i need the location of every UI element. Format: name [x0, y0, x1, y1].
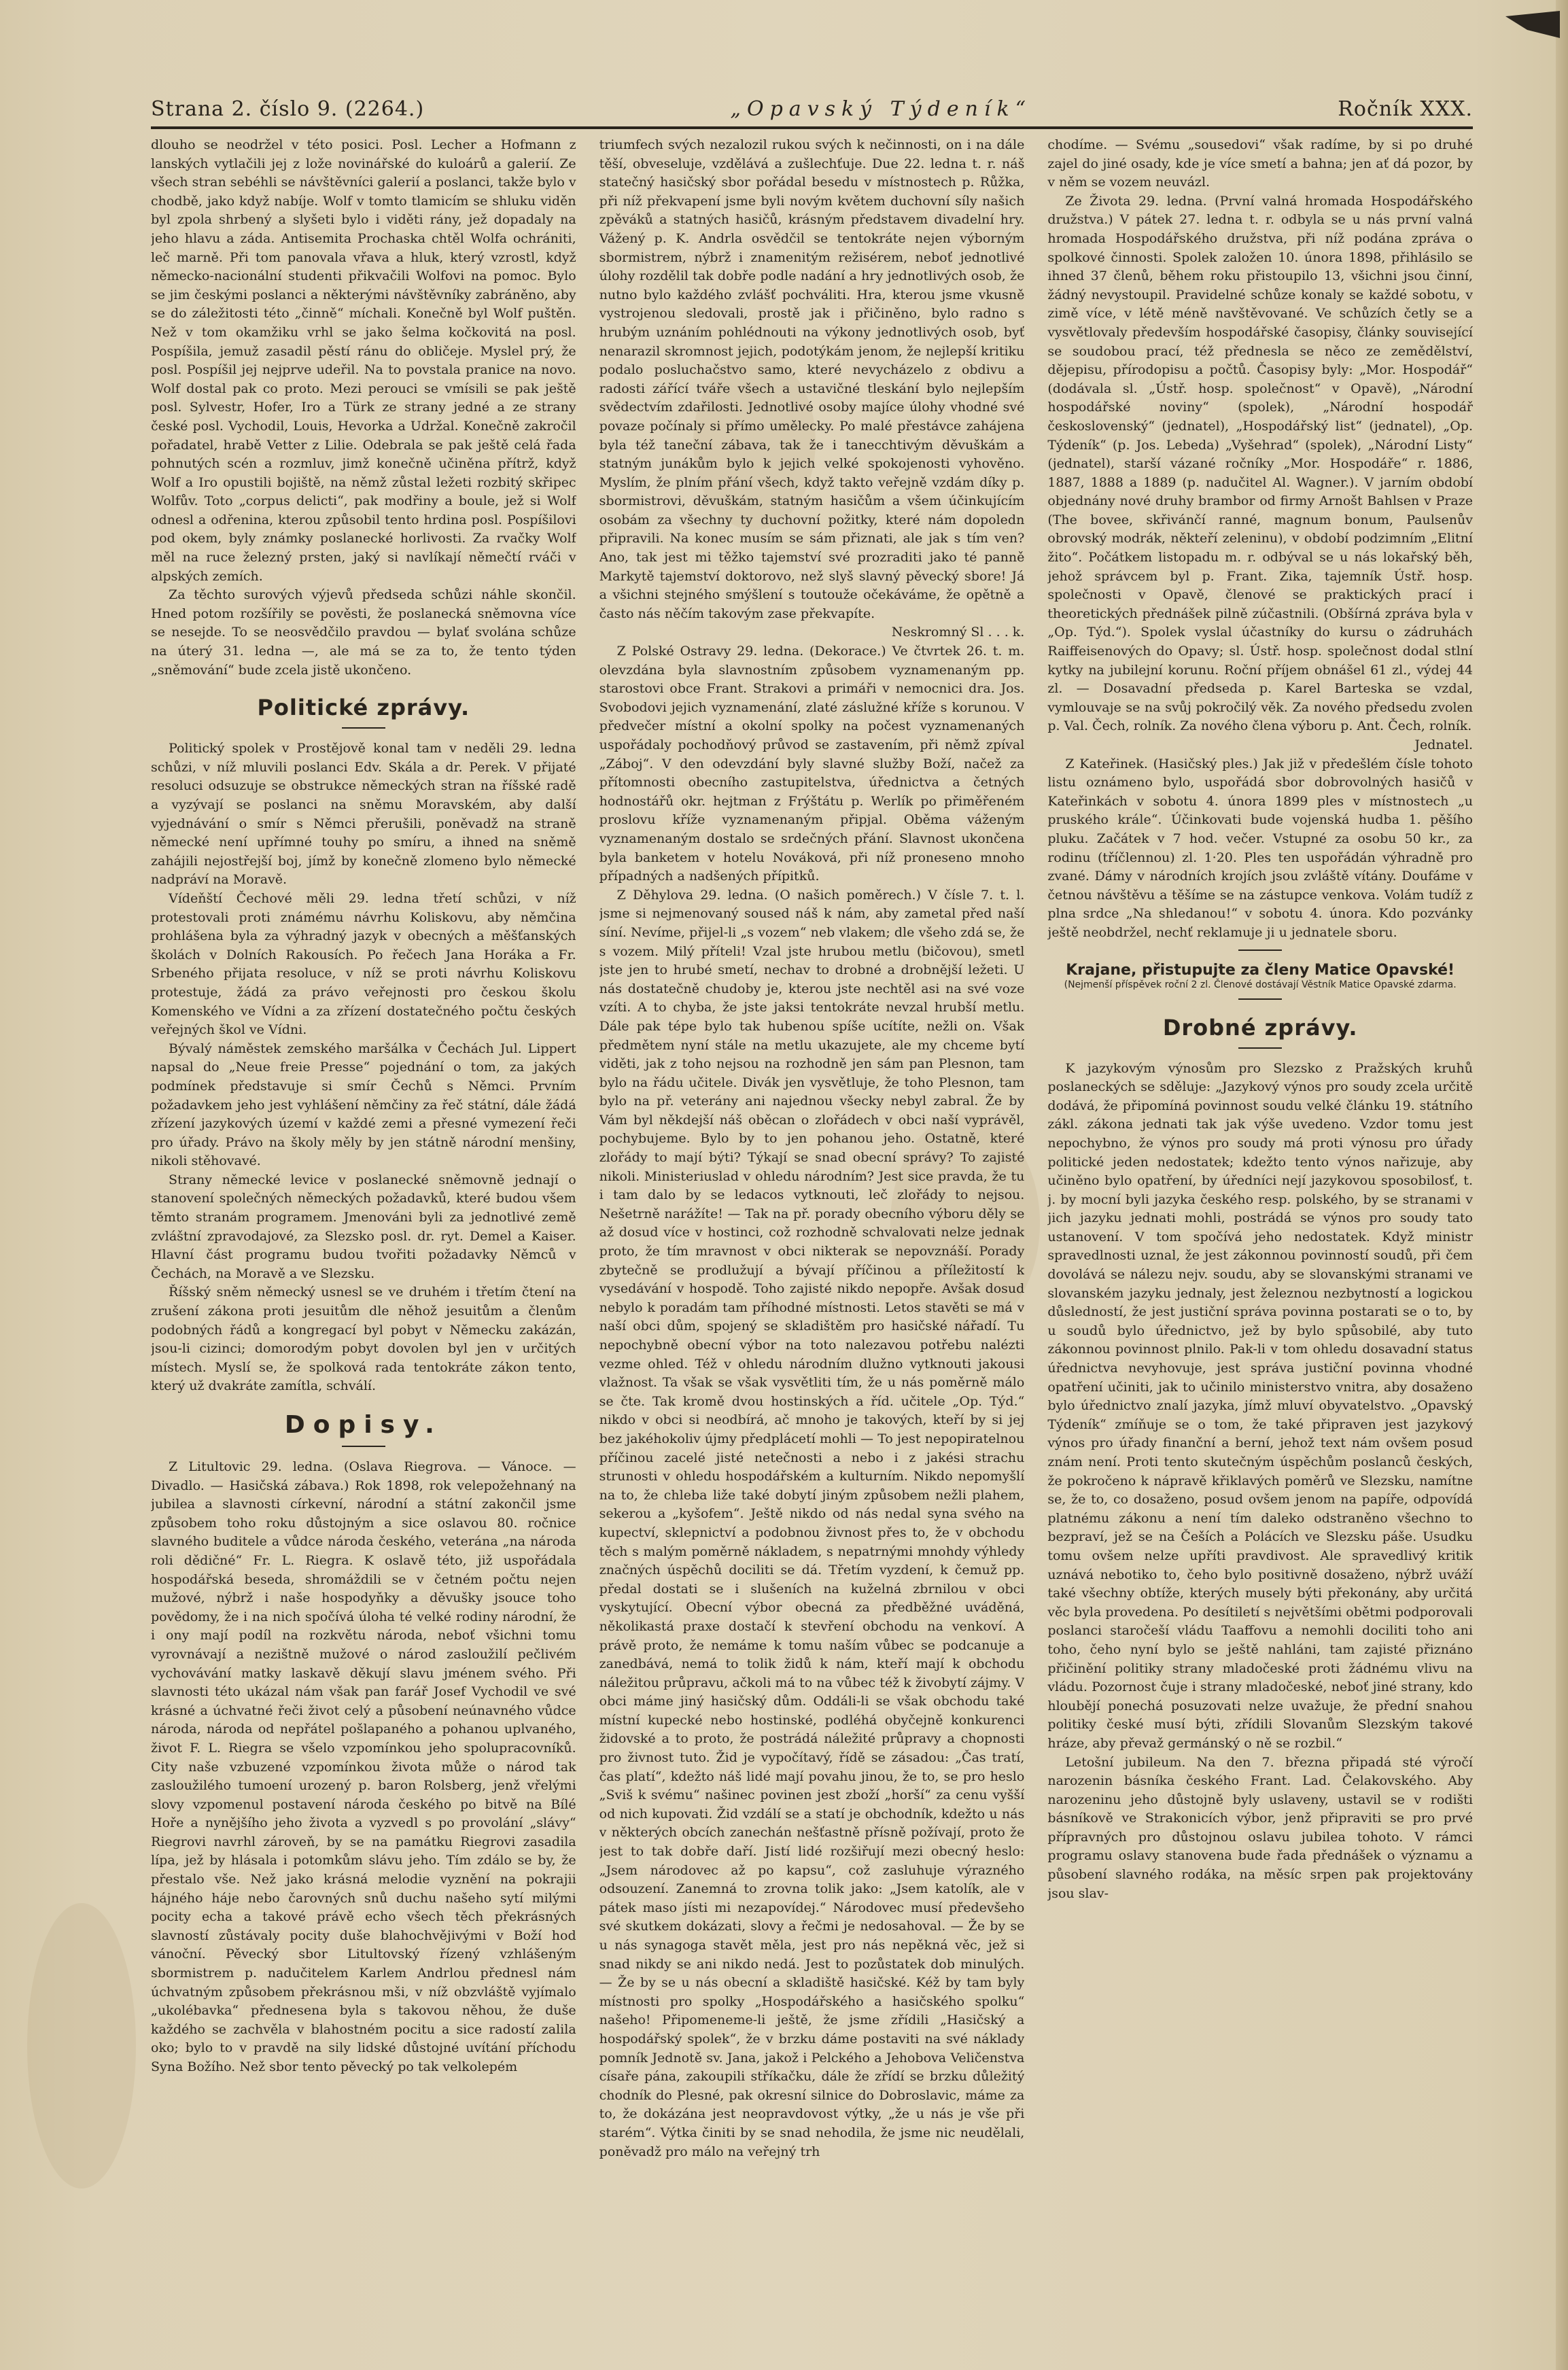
article-signature: Neskromný Sl . . . k.: [891, 625, 1025, 640]
section-heading-dopisy: Dopisy.: [284, 1411, 442, 1439]
article-paragraph: Z Kateřinek. (Hasičský ples.) Jak již v předešlém čísle tohoto listu oznámeno bylo, uspořádá sbor dobrovolných hasičů v Kateřinkách v sobotu 4. února 1899 ples v místnostech „u pruského krále“. Účinkovati bude vojenská hudba 1. pěšího pluku. Začátek v 7 hod. večer. Vstupné za osobu 50 kr., za rodinu (tříčlennou) zl. 1·20. Ples ten uspořádán výhradně pro zvané. Dámy v národních krojích jsou zvláště vítány. Doufáme v četnou návštěvu a těšíme se na zástupce venkova. Volám tudíž z plna srdce „Na shledanou!“ v sobotu 4. února. Kdo pozvánky ještě neobdržel, nechť reklamuje ji u jednatele sboru.: [1047, 756, 1473, 940]
article-paragraph: Z Litultovic 29. ledna. (Oslava Riegrova. — Vánoce. — Divadlo. — Hasičská zábava.) Rok 1898, rok velepožehnaný na jubilea a slavnosti církevní, národní a státní zakončil jsme způsobem toho roku důstojným a sice oslavou 80. ročnice slavného buditele a vůdce národa českého, veterána „na národa roli dědičné“ Fr. L. Riegra. K oslavě této, již uspořádala hospodářská beseda, shromáždili se v četném počtu nejen mužové, nýbrž i naše hospodyňky a děvušky jsouce toho povědomy, že i na nich spočívá úloha té velké rodiny národní, že i ony mají podíl na rozkvětu národa, neboť všichni tomu vyrovnávají a nezištně mužové o národ zasloužilí pečlivém vychovávání matky laskavě děkují slavu jménem svého. Při slavnosti této ukázal nám však pan farář Josef Vychodil ve své krásné a úchvatné řeči život celý a působení neúnavného vůdce národa, národa od nepřátel pošlapaného a pohanou uplvaného, život F. L. Riegra se všelo vzpomínkou jeho spolupracovníků. City naše vzbuzené vzpomínkou života může o národ tak zasloužilého tumoení urozený p. baron Rolsberg, jenž vřelými slovy vzpomenul postavení národa českého po bitvě na Bílé Hoře a nynějšího jeho života a vyzvedl s po provolání „slávy“ Riegrovi navrhl zároveň, by se na památku Riegrovi zasadila lípa, jež by hlásala i potomkům slávu jeho. Tím zdálo se by, že přestalo vše. Než jako krásná melodie vyznění na pokrajii hájného háje nebo čarovných snů duchu našeho sytí milými pocity echa a takové právě echo všech těch překrásných slavností zůstávaly pocity duše blahochvějivými v Boží hod vánoční. Pěvecký sbor Litultovský řízený vzhlášeným sbormistrem p. nadučitelem Karlem Andrlou přednesl nám úchvatným způsobem překrásnou mši, v níž obzvláště vyjímalo „ukolébavka“ přednesena byla s takovou něhou, že duše každého se zachvěla v blahostném pocitu a sice radostí zalila oko; bylo to v pravdě na sily lidské důstojné uvítání příchodu Syna Božího. Než sbor tento pěvecký po tak velkolepém: [151, 1459, 576, 2074]
article-paragraph: Strany německé levice v poslanecké sněmovně jednají o stanovení společných německých požadavků, které budou všem těmto stranám programem. Jmenováni byli za jednotlivé země zvláštní zpravodajové, za Slezsko posl. dr. ryt. Demel a Kaiser. Hlavní část programu budou tvořiti požadavky Němců v Čechách, na Moravě a ve Slezsku.: [151, 1172, 576, 1281]
section-rule: [342, 727, 385, 729]
article-paragraph: Bývalý náměstek zemského maršálka v Čechách Jul. Lippert napsal do „Neue freie Presse“ pojednání o tom, za jakých podmínek představuje si smír Čechů s Němci. Prvním požadavkem jeho jest vyhlášení němčiny za řeč státní, dále žádá zřízení jazykových území v každé zemi a přesné vymezení řeči pro úřady. Právo na školy měly by jen státně národní menšiny, nikoli stěhovavé.: [151, 1041, 576, 1169]
column-2: [599, 136, 1025, 2337]
matice-notice: [1047, 962, 1473, 992]
article-paragraph: Říšský sněm německý usnesl se ve druhém i třetím čtení na zrušení zákona proti jesuitům dle něhož jesuitům a členům podobných řádů a kongregací byl pobyt v Německu zakázán, jsou-li cizinci; domorodým pobyt dovolen byl jen v určitých místech. Myslí se, že spolková rada tentokráte zákon tento, který už dvakráte zamítla, schválí.: [151, 1285, 576, 1394]
section-rule: [1238, 998, 1282, 1000]
section-rule: [1238, 1047, 1282, 1049]
article-paragraph: Za těchto surových výjevů předseda schůzi náhle skončil. Hned potom rozšířily se pověsti, že poslanecká sněmovna více se nesejde. To se neosvědčilo pravdou — bylať svolána schůze na úterý 31. ledna —, ale má se za to, že tento týden „sněmování“ bude zcela jistě ukončeno.: [151, 587, 576, 678]
header-page-number: Strana 2. číslo 9. (2264.): [151, 97, 425, 121]
page-edge: [1556, 0, 1568, 2370]
paper-stain: [27, 1903, 136, 2189]
section-heading-drobne-zpravy: Drobné zprávy.: [1162, 1014, 1358, 1041]
article-paragraph: Z Děhylova 29. ledna. (O našich poměrech.) V čísle 7. t. l. jsme si nejmenovaný soused náš k nám, aby zametal před naší síní. Nevíme, přijel-li „s vozem“ neb vlakem; dle všeho zdá se, že s vozem. Milý příteli! Vzal jste hrubou metlu (bičovou), smetl jste jen to hrubé smetí, nechav to drobné a drobnější ležeti. U nás dostatečně chudoby je, kterou jste nechtěl asi na své voze vzíti. A to chyba, že jste jaksi tentokráte nevzal hrubší metlu. Dále pak tépe bylo tak hubenou spíše ucítíte, nežli on. Však předmětem nyní stále na metlu ukazujete, ale my chceme bytí viděti, jak z toho nejsou na rozhodně jen sám pan Plesnon, tam bylo na řádu učitele. Divák jen vysvětluje, že toho Plesnon, tam bylo na př. veterány ani najednou všecky nebyl zabral. Že by Vám byl někdejší náš oběcan o zlořádech v obci naší vyprávěl, pochybujeme. Bylo by to jen pohanou jeho. Ostatně, které zlořády to mají býti? Týkají se snad obecní správy? To zajisté nikoli. Ministeriuslad v ohledu národním? Jest sice pravda, že tu i tam dalo by se ledacos vytknouti, leč zlořády to nejsou. Nešetrně narážíte! — Tak na př. porady obecního výboru děly se až dosud více v hostinci, což rozhodně schvalovati nelze jednak proto, že tím mravnost v obci nikterak se nepovznáší. Porady zbytečně se prodlužují a bývají příčinou a příležitostí k vysedávání v hospodě. Toho zajisté nikdo nepopře. Avšak dosud nebylo k poradám tam příhodné místnosti. Letos stavěti se má v naší obci dům, spojený se skladištěm pro hasičské nářadí. Tu nepochybně obecní výbor na toto nalezavou potřebu nalézti vezme ohled. Též v ohledu národním dlužno vytknouti jakousi vlažnost. Ta však se však vysvětliti tím, že u nás poměrně málo se čte. Tak kromě dvou hostinských a říd. učitele „Op. Týd.“ nikdo v obci si neodbírá, ač mnoho je takových, kteří by si jej bez jakéhokoliv újmy předplácetí mohli — To jest nepopiratelnou příčinou zacelé jisté netečnosti a nebo i z jakési strachu strunosti v ohledu hospodářském a kulturním. Nikdo nepomyšlí na to, že chleba liže také dobytí jiným způsobem nežli plahem, sekerou a „kyšofem“. Ještě nikdo od nás nedal syna svého na kupectví, sklepnictví a podobnou živnost přes to, že v obchodu těch s malým poměrně nákladem, s nepatrnými mnohdy výhledy značných úspěchů dociliti se dá. Třetím vyzdení, k čemuž pp. předal dostati se i slušeních na kuželná zbrnilou v obci vyskytující. Obecní výbor obecná za předběžné uváděná, několikastá praxe dostačí k stevření obchodu na venkoví. A právě proto, že nemáme k tomu naším vůbec se podcanuje a zanedbává, nemá to tolik židů k nám, kteří mají k obchodu náležitou průpravu, ačkoli má to na vůbec též k živobytí zájmy. V obci máme jiný hasičský dům. Oddáli-li se však obchodu také místní kupecké nebo hostinské, podléhá obyčejně konkurenci židovské a to proto, že postrádá náležité průpravy a chopnosti pro živnost tuto. Žid je vypočítavý, řídě se zásadou: „Čas tratí, čas platí“, kdežto náš lidé mají povahu jinou, že to, se pro heslo „Sviš k svému“ našinec povinen jest zboží „horší“ za cenu vyšší od nich kupovati. Žid vzdálí se a statí je obchodník, kdežto u nás v některých obcích zanechán nešťastně přísně požívají, proto že jest to tak dobře daří. Jistí lidé rozšiřují mezi obecný heslo: „Jsem národovec až po kapsu“, což zasluhuje výrazného odsouzení. Zanemná to zrovna tolik jako: „Jsem katolík, ale v pátek maso jísti mi nezapovídej.“ Národovec musí předevšeho své skutkem dokázati, slovy a řečmi je nedosahoval. — Že by se u nás synagoga stavět měla, jest pro nás nepěkná věc, jež si snad nikdy se ani nikdo nedá. Jest to pozůstatek dob minulých. — Že by se u nás obecní a skladiště hasičské. Kéž by tam byly místnosti pro spolky „Hospodářského a hasičského spolku“ našeho! Připomeneme-li ještě, že jsme zřídili „Hasičský a hospodářský spolek“, že v brzku dáme postaviti na své náklady pomník Jednotě sv. Jana, jakož i Pelckého a Jehobova Veličenstva císaře pána, zakoupili stříkačku, dále že zřídí se brzku důležitý chodník do Plesné, pak okresní silnice do Dobroslavic, máme za to, že dokázána jest neopravdovost výtky, „že u nás je vše při starém“. Výtka činiti by se snad nehodila, že jsme nic neudělali, poněvadž pro málo na veřejný trh: [599, 887, 1025, 2159]
article-paragraph: Vídeňští Čechové měli 29. ledna třetí schůzi, v níž protestovali proti známému návrhu Koliskovu, aby němčina prohlášena byla za výhradný jazyk v obecných a měšťanských školách v Dolních Rakousích. Po řečech Jana Horáka a Fr. Srbeného přijata resoluce, v níž se proti návrhu Koliskovu protestuje, žádá za právo veřejnosti pro českou školu Komenského ve Vídni a za zřízení dostatečného počtu českých veřejných škol ve Vídni.: [151, 890, 576, 1038]
column-1: [151, 136, 576, 2337]
article-paragraph: chodíme. — Svému „sousedovi“ však radíme, by si po druhé zajel do jiné osady, kde je více smetí a bahna; jen ať dá pozor, by v něm se vozem neuvázl.: [1047, 137, 1473, 190]
article-paragraph: K jazykovým výnosům pro Slezsko z Pražských kruhů poslaneckých se sděluje: „Jazykový výnos pro soudy zcela určitě dodává, že připomíná povinnost soudu velké článku 19. státního zákl. zákona jednati tak jak výše uvedeno. Vzdor tomu jest nepochybno, že výnos pro soudy má proti výnosu pro úřady politické jeden nedostatek; kdežto tento výnos nařizuje, aby učiněno bylo opatření, by úředníci nejí jazykovou sposobilosť, t. j. by mocní byli jazyka českého resp. polského, by se stranami v jich jazyku jednati mohli, postrádá se výnos pro soudy tato ustanovení. V tom spočívá jeho nedostatek. Když ministr spravedlnosti uznal, že jest zákonnou povinností soudů, při čem dovolává se nálezu nejv. soudu, aby se slovanskými stranami ve slovanském jazyku jednaly, jest železnou nezbytností a logickou důsledností, že jest justiční správa povinna postarati se o to, by u soudů bylo úřednictvo, jež by bylo spůsobilé, aby tuto zákonnou povinnost plnilo. Pak-li v tom ohledu dosavadní status úřednictva nevyhovuje, jest správa justiční povinna vhodné opatření učiniti, jak to učinilo ministerstvo vnitra, aby dosaženo bylo úřednictvo znalí jazyka, jímž mluví obyvatelstvo. „Opavský Týdeník“ zmíňuje se o tom, že také připraven jest jazykový výnos pro úřady finanční a berní, jehož text nám ovšem posud znám není. Proti tento skutečným úspěchům poslanců českých, že pokročeno k nápravě křiklavých poměrů ve Slezsku, namítne se, že to, co dosaženo, posud ovšem jenom na papíře, odpovídá platnému zákonu a není tím daleko odstraněno všechno to bezpraví, jež se na Češích a Polácích ve Slezsku páše. Usudku tomu ovšem nelze upříti pravdivost. Ale spravedlivý kritik uznává nebotiko to, čeho bylo positivně dosaženo, nýbrž uváží také všechny obtíže, kterých musely býti překonány, aby určitá věc byla provedena. Po desítiletí s největšími obětmi podporovali poslanci staročeší vládu Taaffovu a nemohli dociliti toho ani toho, čeho nyní bylo se ještě nahláni, tam zajisté přiznáno přičinění politiky strany mladočeské proti žádnému vlivu na vládu. Pozornost čuje i strany mladočeské, neboť jiné strany, kdo hloubějí ponechá posuzovati nelze uvažuje, že přední snahou politiky české musí býti, zřídili Slovanům Slezským takové hráze, aby převaž germánský o ně se rozbil.“: [1047, 1060, 1473, 1751]
article-paragraph: Z Polské Ostravy 29. ledna. (Dekorace.) Ve čtvrtek 26. t. m. olevzdána byla slavnostním způsobem vyznamenaným pp. starostovi obce Frant. Strakovi a primáři v nemocnici dra. Jos. Svobodovi jejich vyznamenání, zlaté záslužné kříže s korunou. V předvečer místní a okolní spolky na počest vyznamenaných uspořádaly pochodňový průvod se zastavením, při němž zpíval „Záboj“. V den odevzdání byly slavné služby Boží, načež za přítomnosti obecního zastupitelstva, úřednictva a četných hodnostářů okr. hejtman z Frýštátu p. Werlík po přiměřeném proslovu kříže vyznamenaným připjal. Oběma váženým vyznamenaným dostalo se srdečných přání. Slavnost ukončena byla banketem v hotelu Nováková, při níž proneseno mnoho případných a nadšených přípitků.: [599, 644, 1025, 884]
column-3: [1047, 136, 1473, 2337]
article-paragraph: dlouho se neodržel v této posici. Posl. Lecher a Hofmann z lanských vytlačili jej z lože novinářské do kuloárů a galerií. Ze všech stran sebéhli se návštěvníci galerií a poslanci, takže bylo v chodbě, jako když nabíje. Wolf v tomto tlamicím se shluku viděn byl zpola shrbený a slyšeti bylo i viděti rány, jež dopadaly na jeho hlavu a záda. Antisemita Prochaska chtěl Wolfa ochrániti, leč marně. Při tom panovala vřava a hluk, který vzrostl, když německo-nacionální studenti přikvačili Wolfovi na pomoc. Bylo se jim českými poslanci a některými návštěvníky zabráněno, aby se do záležitosti této „činně“ míchali. Konečně byl Wolf puštěn. Než v tom okamžiku vrhl se jako šelma kočkovitá na posl. Pospíšila, jemuž zasadil pěstí ránu do obličeje. Myslel prý, že posl. Pospíšil jej nejprve udeřil. Na to povstala pranice na novo. Wolf dostal pak co proto. Mezi perouci se vmísili se pak ještě posl. Sylvestr, Hofer, Iro a Türk ze strany jedné a ze strany české posl. Vychodil, Louis, Hevorka a Udržal. Konečně zakročil pořadatel, hrabě Vetter z Lilie. Odebrala se pak ještě celá řada pohnutých scén a rozmluv, jimž konečně učiněna přítrž, když Wolf a Iro opustili bojiště, na němž zůstal ležeti rozbitý skřipec Wolfův. Toto „corpus delicti“, pak modřiny a boule, jež si Wolf odnesl a odřenina, kterou způsobil tento hrdina posl. Pospíšilovi pod okem, byly známky poslanecké horlivosti. Za rvačky Wolf měl na ruce železný prsten, jaký si navlíkají němečtí rváči v alpských zemích.: [151, 137, 576, 584]
article-paragraph: triumfech svých nezalozil rukou svých k nečinnosti, on i na dále těší, obveseluje, vzdělává a zušlechťuje. Due 22. ledna t. r. náš statečný hasičský sbor pořádal besedu v místnostech p. Růžka, při níž překvapení jsme byli novým květem duchovní síly našich zpěváků a statných hasičů, krásným představem divadelní hry. Vážený p. K. Andrla osvědčil se tentokráte nejen výborným sbormistrem, nýbrž i znamenitým režisérem, neboť jednotlivé úlohy rozdělil tak dobře podle nadání a hry jednotlivých osob, že nutno bylo každého zvlášť pochváliti. Hra, kterou jsme vkusně vystrojenou sledovali, prostě jak i přičiněno, bylo radno s hrubým uznáním pohlédnouti na výkony jednotlivých osob, byť nenarazil skromnost jejich, podotýkám jenom, že nejlepší kritiku podalo posluchačstvo samo, které nevycházelo z obdivu a radosti zářící tváře všech a ustavičné tleskání bylo nejlepším svědectvím zdařilosti. Jednotlivé osoby majíce úlohy vhodné své povaze počínaly si přímo umělecky. Po malé přestávce zahájena byla též taneční zábava, tak že i tanecchtivým děvuškám a statným junákům bylo k jejich velké spokojenosti vyhověno. Myslím, že plním přání všech, když takto veřejně vzdám díky p. sbormistrovi, děvuškám, statným hasičům a všem účinkujícím osobám za všechny ty duchovní požitky, které nám dopoledn připravili. Na konec musím se sám přiznati, ale jak s tím ven? Ano, tak jest mi těžko tajemství své prozraditi jako té panně Markytě tajemství doktorovo, než slyš slavný pěvecký sbore! Já a všichni stejného smýšlení s toutouže očekáváme, že opětně a často nás něčím takovým zase překvapíte.: [599, 137, 1025, 621]
article-paragraph: Politický spolek v Prostějově konal tam v neděli 29. ledna schůzi, v níž mluvili poslanci Edv. Skála a dr. Perek. V přijaté resoluci odsuzuje se obstrukce německých stran na říšské radě a vyzývají se poslanci na sněmu Moravském, aby další vyjednávání o smír s Němci přerušili, poněvadž na straně německé není upřímné touhy po smíru, a ihned na sněmě zahájili nejostřejší boj, jímž by konečně zlomeno bylo německé nadpráví na Moravě.: [151, 741, 576, 888]
header-masthead: „Opavský Týdeník“: [730, 97, 1032, 121]
page-header: [151, 80, 1473, 121]
article-paragraph: Ze Života 29. ledna. (První valná hromada Hospodářského družstva.) V pátek 27. ledna t. r. odbyla se u nás první valná hromada Hospodářského družstva, při níž podána zpráva o spolkové činnosti. Spolek založen 10. února 1898, přihlásilo se ihned 37 členů, během roku přistoupilo 13, všichni jsou činní, žádný nevystoupil. Pravidelné schůze konaly se každé sobotu, v zimě více, v létě méně navštěvované. Ve schůzích četly se a vysvětlovaly především hospodářské časopisy, články související se soudobou prací, též přednesla se něco ze zemědělství, dějepisu, přírodopisu a počtů. Časopisy byly: „Mor. Hospodář“ (dodávala sl. „Ústř. hosp. společnost“ v Opavě), „Národní hospodářské noviny“ (spolek), „Národní hospodář československý“ (jednatel), „Hospodářský list“ (jednatel), „Op. Týdeník“ (p. Jos. Lebeda) „Vyšehrad“ (spolek), „Národní Listy“ (jednatel), starší vázané ročníky „Mor. Hospodáře“ r. 1886, 1887, 1888 a 1889 (p. nadučitel Al. Wagner.). V jarním období objednány nové druhy brambor od firmy Arnošt Bahlsen v Praze (The bovee, skřivánčí ranné, magnum bonum, Paulsenův obrovský modrák, někteří zeleninu), v období podzimním „Elitní žito“. Počátkem listopadu m. r. odbýval se u nás lokařský běh, jehož správcem byl p. Frant. Zika, tajemník Ústř. hosp. společnosti v Opavě, členové se praktických prací i theoretických přednášek pilně zúčastnili. (Obšírná zpráva byla v „Op. Týd.“). Spolek vyslal účastníky do kursu o zádruhách Raiffeisenových do Opavy; sl. Ústř. hosp. společnost dodal stlní kytky na jubilejní korunu. Roční příjem obnášel 61 zl., výdej 44 zl. — Dosavadní předseda p. Karel Barteska se vzdal, vymlouvaje se na svůj pokročilý věk. Za nového předsedu zvolen p. Val. Čech, rolník. Za nového člena výboru p. Ant. Čech, rolník.: [1047, 193, 1473, 734]
article-paragraph: Letošní jubileum. Na den 7. března připadá sté výročí narozenin básníka českého Frant. Lad. Čelakovského. Aby narozeninu jeho důstojně byly uslaveny, ustavil se v rodišti básníkově ve Strakonicích výbor, jenž připraviti se pro prvé přípravných pro důstojnou oslavu jubilea tohoto. V rámci programu oslavy stanovena bude řada přednášek o významu a působení slavného rodáka, na měsíc srpen pak projektovány jsou slav-: [1047, 1754, 1473, 1901]
notice-headline: Krajane, přistupujte za členy Matice Opavské!: [1066, 961, 1455, 979]
header-rule: [151, 126, 1473, 129]
section-rule: [342, 1446, 385, 1447]
section-heading-politicke-zpravy: Politické zprávy.: [257, 695, 470, 721]
header-volume: Ročník XXX.: [1338, 97, 1473, 121]
article-columns: [151, 136, 1473, 2337]
torn-corner: [1505, 11, 1560, 38]
article-signature: Jednatel.: [1414, 737, 1473, 752]
section-rule: [1238, 949, 1282, 951]
notice-subtext: (Nejmenší příspěvek roční 2 zl. Členové dostávají Věstník Matice Opavské zdarma.: [1064, 979, 1457, 990]
